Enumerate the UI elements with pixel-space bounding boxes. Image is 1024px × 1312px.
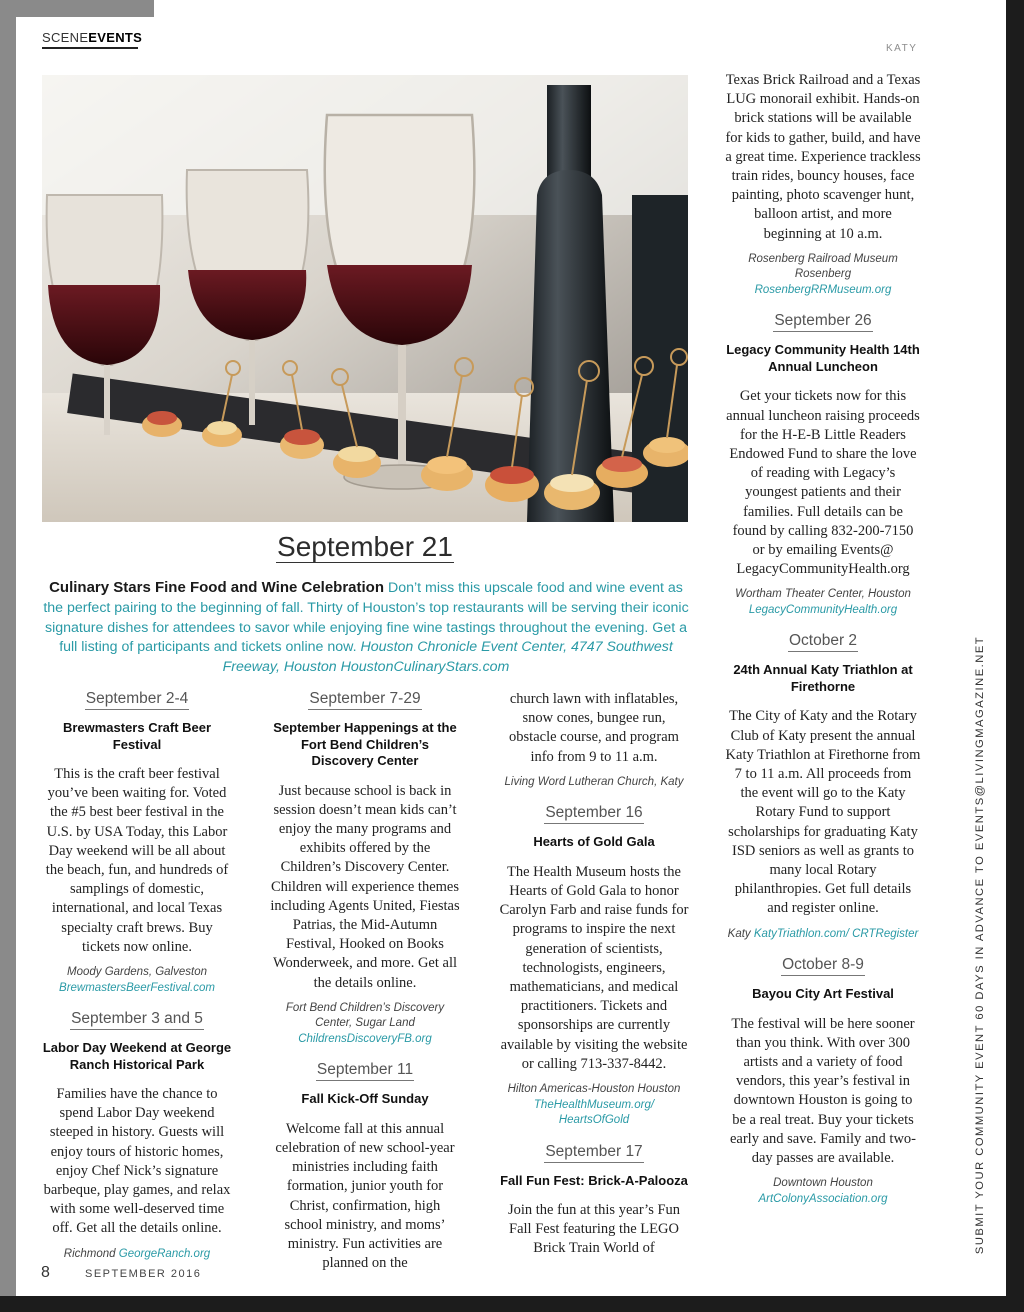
page-number: 8 — [41, 1264, 50, 1281]
event-link[interactable]: ArtColonyAssociation.org — [758, 1192, 888, 1205]
event-body: The City of Katy and the Rotary Club of Katy present the annual Katy Triathlon at Firethorne from 7 to 11 a.m. All proceeds from the event will go to the Katy Rotary Fund to support scholarships for graduating Katy ISD seniors as well as grants to many local Rotary philanthropies. Get full details and register online. — [725, 708, 921, 917]
event-location — [498, 1082, 690, 1129]
event-link[interactable]: LegacyCommunityHealth.org — [748, 603, 898, 616]
event-date: September 3 and 5 — [70, 1010, 204, 1030]
event-date: September 2-4 — [85, 690, 190, 710]
event-location — [725, 1176, 921, 1207]
event-date: September 11 — [316, 1061, 414, 1081]
event-venue: Moody Gardens, Galveston — [67, 966, 207, 979]
section-tag — [42, 30, 142, 45]
feature-body: Don’t miss this upscale food and wine event as the perfect pairing to the beginning of fall. Thirty of Houston’s top restaurants will be serving their iconic signature dishes for attendees to savor while enjoying fine wine tastings throughout the evening. Get a full listing of participants and tickets online now. — [43, 580, 689, 656]
event-body: This is the craft beer festival you’ve been waiting for. Voted the #5 best beer festival in the U.S. by USA Today, this Labor Day weekend will be all about the beach, fun, and hundreds of samplings of domestic, international, and local Texas specialty craft brews. Buy tickets now online. — [45, 766, 229, 955]
event-link[interactable]: KatyTriathlon.com/ CRTRegister — [753, 927, 919, 940]
event-title: Legacy Community Health 14th Annual Luncheon — [726, 342, 920, 374]
event-location — [725, 587, 921, 618]
event-location — [725, 927, 921, 943]
feature-title: Culinary Stars Fine Food and Wine Celebration — [49, 579, 385, 596]
event-column-4 — [725, 71, 921, 1221]
event-venue: Rosenberg Railroad Museum Rosenberg — [748, 252, 898, 281]
event-body: Join the fun at this year’s Fun Fall Fest featuring the LEGO Brick Train World of — [507, 1202, 681, 1257]
event-link[interactable]: ChildrensDiscoveryFB.org — [298, 1032, 432, 1045]
event-location — [270, 1001, 460, 1048]
event-body: Welcome fall at this annual celebration of new school-year ministries including faith formation, junior youth for Christ, confirmation, high school ministry, and moms’ ministry. Fun activities are planned on the — [275, 1120, 455, 1272]
event-title: Labor Day Weekend at George Ranch Historical Park — [42, 1040, 232, 1072]
event-title: Bayou City Art Festival — [752, 986, 894, 1002]
submission-sidebar-text: SUBMIT YOUR COMMUNITY EVENT 60 DAYS IN ADVANCE TO EVENTS@LIVINGMAGAZINE.NET — [974, 635, 986, 1255]
event-date: September 16 — [544, 804, 643, 824]
event-date: September 17 — [544, 1143, 643, 1163]
event-location: Living Word Lutheran Church, Katy — [504, 775, 684, 788]
event-date: October 8-9 — [781, 956, 865, 976]
event-column-1 — [42, 690, 232, 1276]
event-body: Just because school is back in session doesn’t mean kids can’t enjoy the many programs and exhibits offered by the Children’s Discovery Center. Children will experience themes including Agents United, Fiestas Patrias, the Mid-Autumn Festival, Hooked on Books Wonderweek, and more. Get all the details online. — [270, 782, 460, 991]
section-tag-events: EVENTS — [88, 30, 143, 45]
event-link[interactable]: RosenbergRRMuseum.org — [754, 283, 892, 296]
event-column-2 — [270, 690, 460, 1281]
event-date: October 2 — [788, 632, 858, 652]
event-venue: Fort Bend Children’s Discovery Center, Sugar Land — [285, 1001, 445, 1030]
event-body: The festival will be here sooner than you think. With over 300 artists and a variety of food vendors, this year’s festival in downtown Houston is going to be a real treat. Buy your tickets early and save. Family and two-day passes are available. — [729, 1015, 917, 1167]
feature-event — [42, 578, 690, 678]
wine-appetizer-photo — [42, 75, 688, 522]
event-title: Hearts of Gold Gala — [533, 834, 655, 850]
feature-location[interactable]: Houston Chronicle Event Center, 4747 Southwest Freeway, Houston HoustonCulinaryStars.com — [222, 639, 673, 676]
section-tag-underline — [42, 47, 138, 49]
event-title: Fall Kick-Off Sunday — [301, 1091, 429, 1107]
issue-date: SEPTEMBER 2016 — [85, 1268, 202, 1280]
region-label: KATY — [886, 43, 918, 54]
event-body: The Health Museum hosts the Hearts of Gold Gala to honor Carolyn Farb and raise funds for programs to inspire the next generation of scientists, technologists, engineers, mathematicians, and medical practitioners. Tickets and sponsorships are currently available by visiting the website or calling 713-337-8442. — [499, 863, 689, 1072]
event-title: Brewmasters Craft Beer Festival — [62, 720, 212, 752]
event-link[interactable]: GeorgeRanch.org — [118, 1247, 211, 1260]
event-column-3 — [498, 690, 690, 1267]
event-body: Get your tickets now for this annual luncheon raising proceeds for the H-E-B Little Readers Endowed Fund to share the love of reading with Legacy’s youngest patients and their families. Full details can be found by calling 832-200-7150 or by emailing Events@ LegacyCommunityHealth.org — [726, 388, 920, 578]
event-venue: Downtown Houston — [773, 1177, 873, 1190]
event-body: Families have the chance to spend Labor Day weekend steeped in history. Guests will enjoy tours of historic homes, enjoy Chef Nick’s signature barbeque, play games, and relax with some well-deserved time off. Get all the details online. — [43, 1086, 231, 1237]
event-body-continued: church lawn with inflatables, snow cones, bungee run, obstacle course, and program info from 9 to 11 a.m. — [509, 691, 679, 765]
event-body-continued: Texas Brick Railroad and a Texas LUG monorail exhibit. Hands-on brick stations will be available for kids to gather, build, and have a great time. Experience trackless train rides, bouncy houses, face painting, photo scavenger hunt, balloon artist, and more beginning at 10 a.m. — [725, 72, 921, 242]
event-venue: Katy — [727, 927, 754, 940]
event-venue: Wortham Theater Center, Houston — [735, 588, 911, 601]
event-date: September 7-29 — [308, 690, 421, 710]
event-title: 24th Annual Katy Triathlon at Firethorne — [733, 662, 913, 694]
event-location — [42, 965, 232, 996]
feature-date — [0, 531, 730, 563]
event-location — [725, 252, 921, 299]
submission-sidebar — [968, 635, 992, 1255]
event-venue: Hilton Americas-Houston Houston — [507, 1083, 681, 1096]
event-title: Fall Fun Fest: Brick-A-Palooza — [500, 1172, 688, 1188]
feature-date-text: September 21 — [277, 531, 453, 562]
event-link[interactable]: TheHealthMuseum.org/ HeartsOfGold — [533, 1098, 655, 1127]
event-venue: Richmond — [63, 1247, 119, 1260]
event-date: September 26 — [773, 312, 872, 332]
event-link[interactable]: BrewmastersBeerFestival.com — [59, 981, 215, 994]
section-tag-scene: SCENE — [42, 30, 89, 45]
event-title: September Happenings at the Fort Bend Children’s Discovery Center — [273, 720, 457, 768]
event-location — [42, 1247, 232, 1263]
